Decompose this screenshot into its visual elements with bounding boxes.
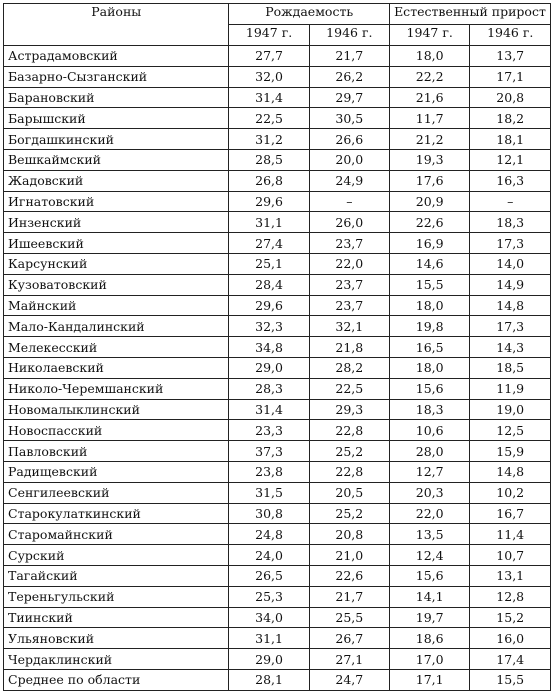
growth-1946-cell: 13,7 (470, 46, 551, 67)
growth-1947-cell: 19,3 (389, 149, 469, 170)
birth-1947-cell: 32,0 (229, 66, 309, 87)
growth-1947-cell: 14,1 (389, 586, 469, 607)
birth-1947-cell: 31,2 (229, 129, 309, 150)
birth-1946-cell: 22,6 (309, 565, 389, 586)
birth-1946-cell: 30,5 (309, 108, 389, 129)
growth-1947-cell: 12,4 (389, 545, 469, 566)
growth-1946-cell: 18,3 (470, 212, 551, 233)
growth-1947-cell: 28,0 (389, 441, 469, 462)
district-name-cell: Игнатовский (4, 191, 229, 212)
district-name-cell: Базарно-Сызганский (4, 66, 229, 87)
growth-1947-cell: 20,9 (389, 191, 469, 212)
growth-1946-cell: 11,9 (470, 378, 551, 399)
table-row (4, 46, 551, 67)
growth-1946-cell: 18,1 (470, 129, 551, 150)
birth-1947-cell: 34,0 (229, 607, 309, 628)
table-body (4, 46, 551, 691)
growth-1946-cell: 15,2 (470, 607, 551, 628)
table-row (4, 149, 551, 170)
growth-1946-cell: 16,7 (470, 503, 551, 524)
table-row (4, 524, 551, 545)
growth-1947-cell: 22,0 (389, 503, 469, 524)
birth-1947-cell: 29,6 (229, 191, 309, 212)
growth-1946-cell: – (470, 191, 551, 212)
growth-1946-cell: 16,3 (470, 170, 551, 191)
growth-1947-cell: 12,7 (389, 461, 469, 482)
birth-1946-cell: 21,8 (309, 337, 389, 358)
growth-1947-cell: 15,5 (389, 274, 469, 295)
birth-1947-cell: 27,7 (229, 46, 309, 67)
birth-1946-cell: 23,7 (309, 295, 389, 316)
growth-1946-cell: 14,3 (470, 337, 551, 358)
birth-1946-cell: 20,5 (309, 482, 389, 503)
birth-1946-cell: 26,0 (309, 212, 389, 233)
birth-1946-cell: 26,7 (309, 628, 389, 649)
growth-1946-cell: 20,8 (470, 87, 551, 108)
birth-1946-cell: 22,8 (309, 461, 389, 482)
birth-1946-cell: 22,8 (309, 420, 389, 441)
birth-1947-cell: 26,8 (229, 170, 309, 191)
district-name-cell: Кузоватовский (4, 274, 229, 295)
growth-1947-cell: 17,0 (389, 649, 469, 670)
growth-1947-cell: 19,7 (389, 607, 469, 628)
table-row (4, 607, 551, 628)
birth-1947-cell: 25,3 (229, 586, 309, 607)
table-row (4, 565, 551, 586)
growth-1946-cell: 11,4 (470, 524, 551, 545)
birth-1946-cell: – (309, 191, 389, 212)
birth-1946-cell: 20,8 (309, 524, 389, 545)
district-name-cell: Сурский (4, 545, 229, 566)
birth-1947-cell: 28,1 (229, 669, 309, 690)
growth-1946-cell: 17,3 (470, 233, 551, 254)
table-row (4, 212, 551, 233)
birth-1947-cell: 31,5 (229, 482, 309, 503)
birth-1946-cell: 29,7 (309, 87, 389, 108)
district-name-cell: Мало-Кандалинский (4, 316, 229, 337)
birth-1947-cell: 31,4 (229, 399, 309, 420)
birth-1946-cell: 24,7 (309, 669, 389, 690)
district-name-cell: Тагайский (4, 565, 229, 586)
birth-1946-cell: 20,0 (309, 149, 389, 170)
district-name-cell: Жадовский (4, 170, 229, 191)
birth-1947-cell: 22,5 (229, 108, 309, 129)
header-growth-1946: 1946 г. (470, 25, 551, 46)
growth-1946-cell: 15,5 (470, 669, 551, 690)
district-name-cell: Барышский (4, 108, 229, 129)
table-row (4, 191, 551, 212)
birth-1946-cell: 22,5 (309, 378, 389, 399)
district-name-cell: Барановский (4, 87, 229, 108)
header-birth-1946: 1946 г. (309, 25, 389, 46)
growth-1946-cell: 12,8 (470, 586, 551, 607)
growth-1947-cell: 15,6 (389, 565, 469, 586)
birth-1946-cell: 29,3 (309, 399, 389, 420)
growth-1947-cell: 15,6 (389, 378, 469, 399)
district-name-cell: Карсунский (4, 253, 229, 274)
table-row (4, 628, 551, 649)
birth-1946-cell: 26,2 (309, 66, 389, 87)
growth-1947-cell: 16,5 (389, 337, 469, 358)
district-name-cell: Среднее по области (4, 669, 229, 690)
birth-1947-cell: 23,3 (229, 420, 309, 441)
district-name-cell: Тереньгульский (4, 586, 229, 607)
birth-1947-cell: 30,8 (229, 503, 309, 524)
district-name-cell: Николаевский (4, 357, 229, 378)
birth-1946-cell: 22,0 (309, 253, 389, 274)
table-row (4, 649, 551, 670)
birth-1947-cell: 31,4 (229, 87, 309, 108)
header-birth-1947: 1947 г. (229, 25, 309, 46)
birth-1947-cell: 31,1 (229, 212, 309, 233)
table-row (4, 503, 551, 524)
birth-1946-cell: 28,2 (309, 357, 389, 378)
table-row (4, 545, 551, 566)
table-row (4, 441, 551, 462)
table-row (4, 87, 551, 108)
birth-1947-cell: 25,1 (229, 253, 309, 274)
table-row (4, 586, 551, 607)
table-row (4, 399, 551, 420)
birth-1946-cell: 25,5 (309, 607, 389, 628)
growth-1946-cell: 17,4 (470, 649, 551, 670)
district-name-cell: Вешкаймский (4, 149, 229, 170)
growth-1947-cell: 16,9 (389, 233, 469, 254)
table-row (4, 482, 551, 503)
district-name-cell: Сенгилеевский (4, 482, 229, 503)
table-row (4, 233, 551, 254)
growth-1947-cell: 11,7 (389, 108, 469, 129)
district-name-cell: Чердаклинский (4, 649, 229, 670)
header-row-1 (4, 4, 551, 25)
district-name-cell: Инзенский (4, 212, 229, 233)
district-name-cell: Богдашкинский (4, 129, 229, 150)
table-row (4, 108, 551, 129)
birth-1947-cell: 37,3 (229, 441, 309, 462)
birth-1946-cell: 24,9 (309, 170, 389, 191)
growth-1946-cell: 14,8 (470, 295, 551, 316)
birth-1947-cell: 26,5 (229, 565, 309, 586)
district-name-cell: Мелекесский (4, 337, 229, 358)
table-row (4, 669, 551, 690)
growth-1946-cell: 14,0 (470, 253, 551, 274)
birth-1947-cell: 34,8 (229, 337, 309, 358)
growth-1946-cell: 10,7 (470, 545, 551, 566)
table-row (4, 66, 551, 87)
birth-1946-cell: 21,7 (309, 46, 389, 67)
growth-1946-cell: 16,0 (470, 628, 551, 649)
birth-1947-cell: 28,3 (229, 378, 309, 399)
growth-1947-cell: 18,3 (389, 399, 469, 420)
table-row (4, 295, 551, 316)
birth-1946-cell: 27,1 (309, 649, 389, 670)
birth-1947-cell: 28,4 (229, 274, 309, 295)
table-row (4, 337, 551, 358)
district-name-cell: Радищевский (4, 461, 229, 482)
header-birth-rate: Рождаемость (229, 4, 390, 25)
growth-1947-cell: 17,6 (389, 170, 469, 191)
growth-1947-cell: 17,1 (389, 669, 469, 690)
district-name-cell: Астрадамовский (4, 46, 229, 67)
growth-1946-cell: 18,5 (470, 357, 551, 378)
growth-1947-cell: 22,2 (389, 66, 469, 87)
growth-1947-cell: 21,6 (389, 87, 469, 108)
birth-1947-cell: 24,8 (229, 524, 309, 545)
birth-1946-cell: 23,7 (309, 233, 389, 254)
growth-1946-cell: 12,1 (470, 149, 551, 170)
table-row (4, 316, 551, 337)
district-name-cell: Старомайнский (4, 524, 229, 545)
table-row (4, 274, 551, 295)
table-row (4, 378, 551, 399)
growth-1947-cell: 19,8 (389, 316, 469, 337)
birth-1946-cell: 23,7 (309, 274, 389, 295)
birth-1946-cell: 21,7 (309, 586, 389, 607)
growth-1946-cell: 14,8 (470, 461, 551, 482)
birth-1946-cell: 32,1 (309, 316, 389, 337)
header-natural-growth: Естественный прирост (389, 4, 550, 25)
birth-1947-cell: 29,0 (229, 649, 309, 670)
growth-1947-cell: 18,6 (389, 628, 469, 649)
district-name-cell: Новоспасский (4, 420, 229, 441)
growth-1947-cell: 14,6 (389, 253, 469, 274)
birth-1947-cell: 31,1 (229, 628, 309, 649)
district-name-cell: Павловский (4, 441, 229, 462)
growth-1946-cell: 15,9 (470, 441, 551, 462)
birth-1947-cell: 28,5 (229, 149, 309, 170)
growth-1946-cell: 19,0 (470, 399, 551, 420)
district-name-cell: Тиинский (4, 607, 229, 628)
header-growth-1947: 1947 г. (389, 25, 469, 46)
growth-1947-cell: 10,6 (389, 420, 469, 441)
birth-1946-cell: 21,0 (309, 545, 389, 566)
table-row (4, 420, 551, 441)
birth-1947-cell: 23,8 (229, 461, 309, 482)
statistics-table (3, 3, 551, 691)
growth-1946-cell: 17,1 (470, 66, 551, 87)
growth-1946-cell: 13,1 (470, 565, 551, 586)
birth-1946-cell: 26,6 (309, 129, 389, 150)
birth-1947-cell: 24,0 (229, 545, 309, 566)
district-name-cell: Николо-Черемшанский (4, 378, 229, 399)
growth-1947-cell: 18,0 (389, 357, 469, 378)
table-row (4, 461, 551, 482)
growth-1947-cell: 22,6 (389, 212, 469, 233)
growth-1946-cell: 12,5 (470, 420, 551, 441)
growth-1947-cell: 18,0 (389, 295, 469, 316)
growth-1946-cell: 14,9 (470, 274, 551, 295)
growth-1947-cell: 20,3 (389, 482, 469, 503)
birth-1946-cell: 25,2 (309, 441, 389, 462)
growth-1946-cell: 17,3 (470, 316, 551, 337)
birth-1947-cell: 32,3 (229, 316, 309, 337)
table-row (4, 357, 551, 378)
birth-1947-cell: 27,4 (229, 233, 309, 254)
table-row (4, 253, 551, 274)
district-name-cell: Старокулаткинский (4, 503, 229, 524)
growth-1947-cell: 13,5 (389, 524, 469, 545)
table-row (4, 129, 551, 150)
table-row (4, 170, 551, 191)
birth-1947-cell: 29,6 (229, 295, 309, 316)
district-name-cell: Новомалыклинский (4, 399, 229, 420)
growth-1947-cell: 18,0 (389, 46, 469, 67)
district-name-cell: Майнский (4, 295, 229, 316)
birth-1946-cell: 25,2 (309, 503, 389, 524)
growth-1946-cell: 18,2 (470, 108, 551, 129)
district-name-cell: Ульяновский (4, 628, 229, 649)
district-name-cell: Ишеевский (4, 233, 229, 254)
header-districts: Районы (4, 4, 229, 46)
growth-1946-cell: 10,2 (470, 482, 551, 503)
birth-1947-cell: 29,0 (229, 357, 309, 378)
growth-1947-cell: 21,2 (389, 129, 469, 150)
